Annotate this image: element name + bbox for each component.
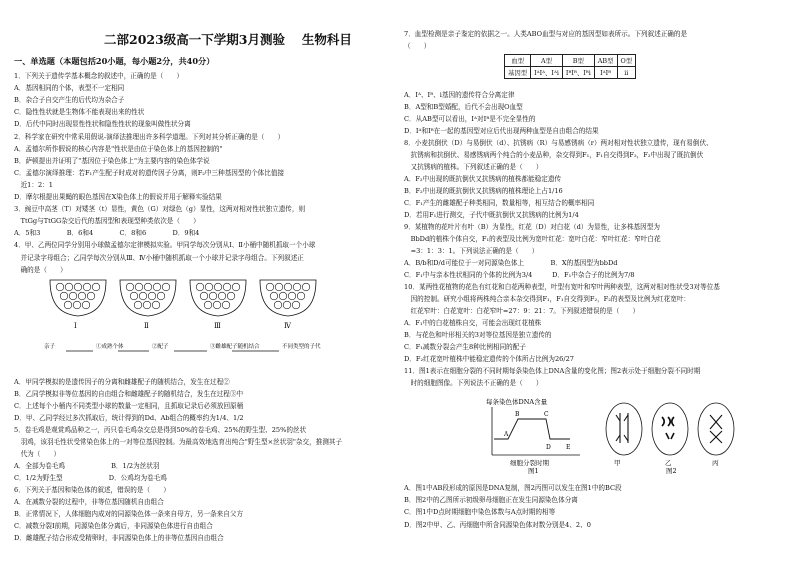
question-line: D．雌雄配子结合形成受精卵时，非同源染色体上的非等位基因自由组合 bbox=[14, 534, 224, 542]
question-line: B．A型和B型婚配，后代不会出现O血型 bbox=[404, 103, 523, 111]
question-line: B．杂合子自交产生的后代均为杂合子 bbox=[14, 96, 125, 105]
table-cell: ii bbox=[617, 67, 636, 79]
ball bbox=[204, 301, 212, 309]
question-line: 因的控制。研究小组将两株纯合亲本杂交得到F₁，F₁自交得到F₂，F₂的表型及比例为红花宽叶： bbox=[404, 295, 691, 303]
question-line: D．后代中同时出现显性性状和隐性性状的现象叫做性状分离 bbox=[14, 120, 191, 129]
question-line: D．摩尔根提出果蝇的眼色基因在X染色体上的假说并用于解释实验结果 bbox=[14, 193, 222, 201]
flow-step: ③雌雄配子随机结合 bbox=[210, 344, 260, 350]
question-line: 6．下列关于基因和染色体的叙述，错误的是（ ） bbox=[14, 486, 170, 494]
ball bbox=[134, 301, 142, 309]
table-cell: O型 bbox=[617, 55, 636, 67]
question-line: A．5和3 B．6和4 C．8和6 D．9和4 bbox=[14, 229, 200, 238]
ball bbox=[209, 292, 217, 300]
question-line: A．F₂中出现的既抗倒伏又抗锈病的植株都能稳定遗传 bbox=[404, 175, 562, 183]
question-line: 2．科学家在研究中常采用假说-演绎法推理出许多科学道理。下列对其分析正确的是（ ） bbox=[14, 132, 285, 141]
question-line: =3：1：3：1。下列说法正确的是（ ） bbox=[404, 247, 539, 255]
question-line: 并记录字母组合；乙同学每次分别从Ⅲ、Ⅳ小桶中随机抓取一个小球并记录字母组合。下列叙述正 bbox=[14, 253, 304, 262]
question-line: A．Iᴬ、Iᴮ、i基因的遗传符合分离定律 bbox=[404, 91, 515, 99]
table-cell: 血型 bbox=[505, 55, 531, 67]
question-line: B．图2中的乙图所示初级卵母细胞正在发生同源染色体分离 bbox=[404, 496, 578, 505]
fig1-point-label: C bbox=[544, 411, 549, 418]
flow-step: 不同类型的子代 bbox=[282, 344, 321, 350]
question-line: C．F₁中与亲本性状相同的个体的比例为3/4 D．F₁中杂合子的比例为7/8 bbox=[404, 271, 635, 279]
ball bbox=[275, 283, 283, 291]
question-line: A．甲同学模拟的是遗传因子的分离和雌雄配子的随机结合，发生在过程② bbox=[14, 378, 230, 386]
ball bbox=[144, 283, 152, 291]
ball bbox=[283, 301, 291, 309]
question-line: D．若用F₁进行测交，子代中既抗倒伏又抗锈病的比例为1/4 bbox=[404, 211, 579, 219]
ball bbox=[270, 292, 278, 300]
question-line: 时的细胞图像。下列说法不正确的是（ ） bbox=[404, 379, 543, 387]
fig1-caption: 图1 bbox=[528, 467, 539, 475]
ball bbox=[82, 301, 90, 309]
urn bbox=[190, 280, 246, 316]
cell-bing bbox=[698, 403, 734, 455]
ball bbox=[152, 301, 160, 309]
question-line: A．图1中AB段形成的原因是DNA复制，图2丙图可以发生在图1中的BC段 bbox=[404, 484, 622, 492]
table-cell: IᴬIᴮ bbox=[594, 67, 617, 79]
cell-label: 乙 bbox=[665, 459, 672, 467]
ball bbox=[292, 301, 300, 309]
question-line: 又抗锈病的植株。下列叙述正确的是（ ） bbox=[404, 163, 543, 171]
question-line: C．隐性性状就是生物体不能表现出来的性状 bbox=[14, 108, 145, 117]
page-title: 二部2023级高一下学期3月测验 生物科目 bbox=[104, 32, 352, 47]
question-line: A．B/b和D/d可能位于一对同源染色体上 B．X的基因型为bbDd bbox=[404, 259, 618, 267]
ball bbox=[60, 292, 68, 300]
flow-step: 亲子 bbox=[44, 344, 56, 350]
urn bbox=[120, 280, 176, 316]
fig1-point-label: B bbox=[515, 411, 520, 418]
question-line: C．图1中D点时期细胞中染色体数与A点时期的相等 bbox=[404, 508, 556, 517]
fig1-point-label: A bbox=[504, 431, 509, 438]
fig1-ylabel: 每条染色体DNA含量 bbox=[486, 398, 548, 406]
question-line: 抗锈病和抗倒伏、易感锈病两个纯合的小麦品种，杂交得到F₁，F₁自交得到F₂，F₂中出现了既抗倒伏 bbox=[404, 151, 704, 159]
question-line: B．正常情况下，人体细胞内成对的同源染色体一条来自母方，另一条来自父方 bbox=[14, 510, 244, 518]
urn-label: Ⅱ bbox=[144, 322, 149, 330]
cell-label: 甲 bbox=[614, 459, 621, 467]
urn-label: Ⅰ bbox=[74, 322, 77, 330]
cell-label: 丙 bbox=[712, 459, 719, 467]
question-line: C．减数分裂Ⅰ前期，同源染色体分离后，非同源染色体进行自由组合 bbox=[14, 522, 213, 530]
ball bbox=[74, 283, 82, 291]
urn bbox=[260, 280, 316, 316]
ball bbox=[78, 292, 86, 300]
fig1-point-label: E bbox=[566, 444, 571, 451]
question-line: C．F₁产生的雌雄配子种类相同，数量相等，相互结合的概率相同 bbox=[404, 199, 595, 207]
ball bbox=[87, 292, 95, 300]
question-line: BbDd的植株个体自交，F₁的表型及比例为宽叶红花：宽叶白花：窄叶红花：窄叶白花 bbox=[404, 235, 661, 243]
question-line: 10．某两性花植物的花色有红花和白花两种表型，叶型有宽叶和窄叶两种表型，这两对相对性状受3对等位基 bbox=[404, 283, 720, 291]
question-line: A．孟德尔所作假说的核心内容是"性状是由位于染色体上的基因控制的" bbox=[14, 144, 223, 153]
ball bbox=[135, 283, 143, 291]
ball bbox=[213, 301, 221, 309]
urn-label: Ⅳ bbox=[284, 322, 291, 330]
table-cell: B型 bbox=[562, 55, 594, 67]
ball bbox=[148, 292, 156, 300]
ball bbox=[64, 301, 72, 309]
question-line: 11．图1表示在细胞分裂的不同时期每条染色体上DNA含量的变化图；图2表示处于细胞分裂不同时期 bbox=[404, 367, 701, 375]
question-line: C．1/2为野生型 D．公鸡均为卷毛鸡 bbox=[14, 474, 167, 482]
urn-label: Ⅲ bbox=[214, 322, 221, 330]
question-line: C．从AB型可以看出，Iᴬ对Iᴮ是不完全显性的 bbox=[404, 115, 536, 123]
ball bbox=[130, 292, 138, 300]
table-cell: IᴮIᴮ、Iᴮi bbox=[562, 67, 594, 79]
ball bbox=[223, 283, 231, 291]
ball bbox=[297, 292, 305, 300]
ball bbox=[284, 283, 292, 291]
question-line: C．F₁减数分裂会产生8种比例相同的配子 bbox=[404, 343, 526, 351]
cell-yi bbox=[652, 403, 688, 455]
section-heading: 一、单选题（本题包括20小题，每小题2分，共40分） bbox=[14, 56, 215, 66]
question-line: D．图2中甲、乙、丙细胞中所含同源染色体对数分别是4、2、0 bbox=[404, 520, 591, 529]
question-line: 8．小麦抗倒伏（D）与易倒伏（d）、抗锈病（R）与易感锈病（r）两对相对性状独立遗传，现有易倒伏、 bbox=[404, 139, 713, 147]
ball bbox=[288, 292, 296, 300]
fig2-caption: 图2 bbox=[666, 467, 677, 475]
question-line: A．在减数分裂的过程中，非等位基因随机自由组合 bbox=[14, 498, 164, 506]
flow-step: ②配子 bbox=[152, 344, 169, 350]
question-line: 5．卷毛鸡是观赏鸡品种之一，丙只卷毛鸡杂交总是得到50%的卷毛鸡、25%的野生型、25%的丝状 bbox=[14, 426, 307, 434]
ball bbox=[126, 283, 134, 291]
question-line: （ ） bbox=[404, 42, 431, 50]
question-line: C．孟德尔演绎推理：若F₁产生配子时成对的遗传因子分离，则F₂中三种基因型的个体比值接 bbox=[14, 168, 285, 177]
ball bbox=[162, 283, 170, 291]
ball bbox=[200, 292, 208, 300]
question-line: 近1：2：1 bbox=[14, 180, 53, 189]
question-line: B．乙同学模拟非等位基因的自由组合和雌雄配子的随机结合，发生在过程③中 bbox=[14, 390, 244, 398]
question-line: 9．某植物的花叶片有叶（B）为显性，红花（D）对白花（d）为显性，让多株基因型为 bbox=[404, 223, 660, 231]
ball bbox=[139, 292, 147, 300]
ball bbox=[92, 283, 100, 291]
ball bbox=[222, 301, 230, 309]
question-line: 羽鸡，该羽毛性状受常染色体上的一对等位基因控制。为最高效地选育出纯合"野生型×丝状羽"杂交，推测其子 bbox=[14, 438, 343, 446]
ball bbox=[293, 283, 301, 291]
ball bbox=[65, 283, 73, 291]
flow-step: ①成熟个体 bbox=[96, 344, 124, 350]
ball bbox=[196, 283, 204, 291]
ball bbox=[157, 292, 165, 300]
ball bbox=[214, 283, 222, 291]
table-cell: 基因型 bbox=[505, 67, 531, 79]
question-line: TtGg与TtGG杂交后代的基因型和表现型种类依次是（ ） bbox=[14, 217, 200, 226]
table-cell: A型 bbox=[531, 55, 563, 67]
table-cell: IᴬIᴬ、Iᴬi bbox=[531, 67, 563, 79]
question-line: 红花窄叶：白花宽叶：白花窄叶=27：9：21：7。下列叙述错误的是（ ） bbox=[404, 307, 640, 315]
question-line: 1．下列关于遗传学基本概念的叙述中，正确的是（ ） bbox=[14, 72, 184, 80]
question-line: 确的是（ ） bbox=[14, 265, 67, 274]
question-line: A．F₁中的白花植株自交，可能会出现红花植株 bbox=[404, 319, 542, 327]
question-line: A．基因相同的个体，表型不一定相同 bbox=[14, 84, 125, 93]
table-cell: AB型 bbox=[594, 55, 617, 67]
urn bbox=[50, 280, 106, 316]
question-line: B．与花色和叶形相关的3对等位基因是独立遗传的 bbox=[404, 331, 552, 339]
ball bbox=[218, 292, 226, 300]
fig1-xlabel: 细胞分裂时期 bbox=[510, 459, 549, 467]
question-line: D．F₂红花宽叶植株中能稳定遗传的个体所占比例为26/27 bbox=[404, 355, 574, 363]
question-line: D．Iᴬ和Iᴮ在一起的基因型对应后代出现两种血型是自由组合的结果 bbox=[404, 127, 599, 135]
ball bbox=[205, 283, 213, 291]
question-line: 4．甲、乙两位同学分别用小球做孟德尔定律模拟实验。甲同学每次分别从Ⅰ、Ⅱ小桶中随机抓取一个小球 bbox=[14, 241, 316, 250]
question-line: B．萨顿提出并证明了"基因位于染色体上"为主要内容的染色体学说 bbox=[14, 156, 210, 165]
ball bbox=[302, 283, 310, 291]
ball bbox=[56, 283, 64, 291]
cell-division-figure bbox=[484, 395, 744, 475]
question-line: D．甲、乙同学经过多次抓取后，统计得到的Dd、Ab组合的概率约为1/4、1/2 bbox=[14, 414, 244, 422]
ball bbox=[227, 292, 235, 300]
ball bbox=[143, 301, 151, 309]
question-line: A．全部为卷毛鸡 B．1/2为丝状羽 bbox=[14, 462, 160, 470]
question-line: 代为（ ） bbox=[14, 450, 61, 458]
ball bbox=[153, 283, 161, 291]
ball bbox=[232, 283, 240, 291]
fig1-point-label: D bbox=[546, 444, 551, 451]
ball bbox=[266, 283, 274, 291]
question-line: 3．豌豆中高茎（T）对矮茎（t）显性，黄色（G）对绿色（g）显性，这两对相对性状独立遗传，则 bbox=[14, 205, 306, 214]
blood-type-table bbox=[504, 54, 636, 79]
question-line: 7．血型检测是亲子鉴定的依据之一。人类ABO血型与对应的基因型如表所示。下列叙述正确的是 bbox=[404, 30, 688, 38]
urn-diagram bbox=[44, 276, 344, 372]
cell-jia bbox=[606, 403, 642, 455]
ball bbox=[279, 292, 287, 300]
ball bbox=[274, 301, 282, 309]
ball bbox=[83, 283, 91, 291]
question-line: B．F₂中出现的既抗倒伏又抗锈病的植株理论上占1/16 bbox=[404, 187, 563, 195]
ball bbox=[73, 301, 81, 309]
question-line: C．上述每个小桶内不同类型小球的数量一定相同，且抓取记录后必须放回原桶 bbox=[14, 402, 244, 410]
ball bbox=[69, 292, 77, 300]
